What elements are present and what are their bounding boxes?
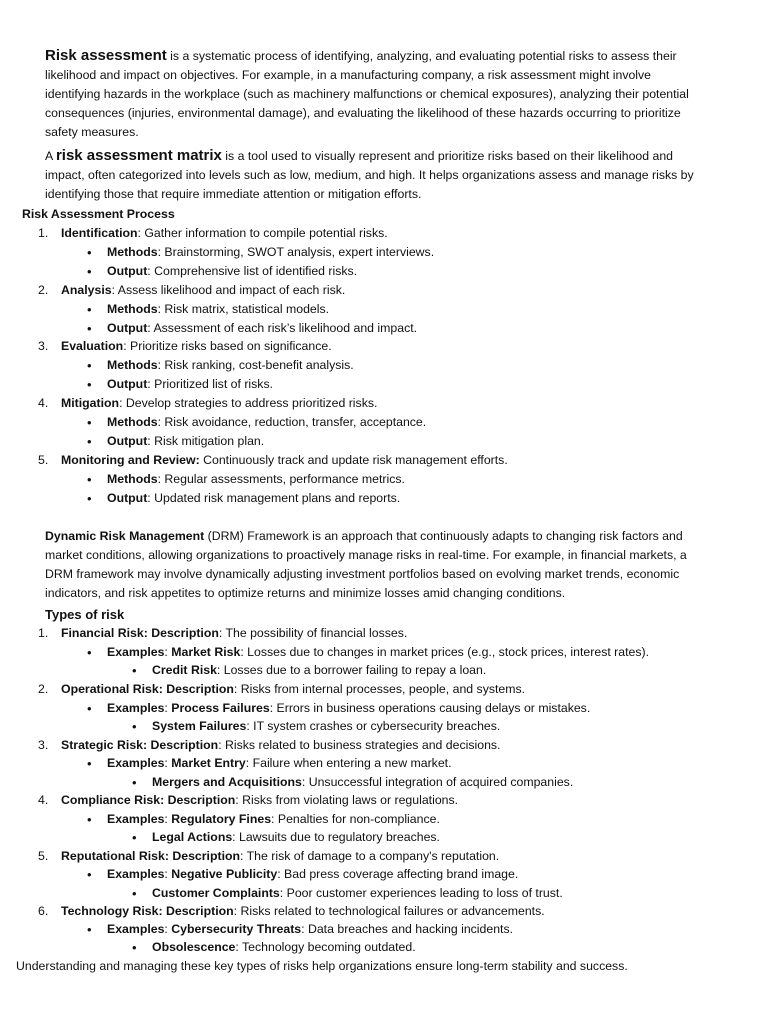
- list-item: Operational Risk: Description: Risks from internal processes, people, and systems.: [61, 682, 526, 696]
- type-number: 6.: [38, 904, 49, 918]
- list-item: [61, 337, 332, 356]
- methods-text: : Risk ranking, cost-benefit analysis.: [157, 358, 354, 372]
- output-label: Output: [107, 377, 148, 391]
- methods-label: Methods: [107, 415, 158, 429]
- output-label: Output: [107, 321, 148, 335]
- list-item: Examples: Process Failures: Errors in business operations causing delays or mistakes.: [107, 701, 591, 715]
- list-item: [152, 828, 440, 847]
- example-label: Mergers and Acquisitions: [152, 775, 302, 789]
- list-item: [61, 281, 345, 300]
- risk-assessment-definition: is a systematic process of identifying, analyzing, and evaluating potential risks to assess their likelihood and impact on objectives. For example, in a manufacturing company, a risk assessment might involve identifying hazards in the workplace (such as machinery malfunctions or chemical exposures), analyzing their potential consequences (injuries, environmental damage), and evaluating the likelihood of these hazards occurring to prioritize safety measures.: [45, 49, 689, 139]
- type-number: 3.: [38, 738, 49, 752]
- description-text: : The risk of damage to a company's reputation.: [240, 849, 500, 863]
- bullet-icon: •: [132, 719, 137, 734]
- list-item: Examples: Negative Publicity: Bad press coverage affecting brand image.: [107, 867, 519, 881]
- example-label: Market Entry: [171, 756, 246, 770]
- step-title: Analysis: [61, 283, 112, 297]
- methods-text: : Risk matrix, statistical models.: [157, 302, 330, 316]
- methods-label: Methods: [107, 302, 158, 316]
- example-text: : Penalties for non-compliance.: [271, 812, 440, 826]
- list-item: Technology Risk: Description: Risks related to technological failures or advancements.: [61, 904, 545, 918]
- conclusion-text: Understanding and managing these key types of risks help organizations ensure long-term stability and success.: [16, 959, 628, 973]
- step-text: : Assess likelihood and impact of each risk.: [111, 283, 346, 297]
- bullet-icon: •: [87, 377, 92, 392]
- step-number: 5.: [38, 453, 49, 467]
- list-item: [107, 489, 400, 508]
- list-item: Examples: Regulatory Fines: Penalties for non-compliance.: [107, 812, 440, 826]
- step-text: : Gather information to compile potential risks.: [137, 226, 388, 240]
- example-text: : Poor customer experiences leading to loss of trust.: [279, 886, 563, 900]
- examples-label: Examples: [107, 645, 165, 659]
- examples-label: Examples: [107, 812, 165, 826]
- list-item: [107, 356, 354, 375]
- bullet-icon: •: [87, 302, 92, 317]
- risk-matrix-definition: is a tool used to visually represent and prioritize risks based on their likelihood and impact, often categorized into levels such as low, medium, and high. It helps organizations assess and manage risks by identifying those that require immediate attention or mitigation efforts.: [45, 149, 694, 201]
- list-item: [152, 717, 500, 736]
- bullet-icon: •: [87, 867, 92, 882]
- output-label: Output: [107, 491, 148, 505]
- type-number: 4.: [38, 793, 49, 807]
- output-text: : Risk mitigation plan.: [147, 434, 265, 448]
- list-item: [152, 884, 563, 903]
- methods-label: Methods: [107, 245, 158, 259]
- bullet-icon: •: [87, 922, 92, 937]
- example-label: Legal Actions: [152, 830, 233, 844]
- description-text: : Risks from internal processes, people, and systems.: [233, 682, 526, 696]
- bullet-icon: •: [87, 245, 92, 260]
- types-heading: Types of risk: [45, 607, 125, 622]
- bullet-icon: •: [87, 756, 92, 771]
- list-item: [107, 262, 357, 281]
- output-text: : Prioritized list of risks.: [147, 377, 274, 391]
- list-item: Financial Risk: Description: The possibility of financial losses.: [61, 626, 408, 640]
- list-item: [61, 451, 508, 470]
- bullet-icon: •: [132, 886, 137, 901]
- example-label: System Failures: [152, 719, 247, 733]
- description-label: Description: [172, 849, 241, 863]
- example-label: Market Risk: [171, 645, 241, 659]
- step-title: Identification: [61, 226, 138, 240]
- methods-label: Methods: [107, 472, 158, 486]
- type-title: Technology Risk: [61, 904, 159, 918]
- bullet-icon: •: [87, 701, 92, 716]
- bullet-icon: •: [87, 645, 92, 660]
- list-item: [152, 661, 486, 680]
- description-text: : The possibility of financial losses.: [218, 626, 408, 640]
- step-number: 4.: [38, 396, 49, 410]
- example-text: : Errors in business operations causing delays or mistakes.: [269, 701, 591, 715]
- example-text: : IT system crashes or cybersecurity breaches.: [246, 719, 501, 733]
- bullet-icon: •: [132, 663, 137, 678]
- output-text: : Comprehensive list of identified risks.: [147, 264, 358, 278]
- type-number: 1.: [38, 626, 49, 640]
- output-label: Output: [107, 264, 148, 278]
- methods-text: : Risk avoidance, reduction, transfer, acceptance.: [157, 415, 427, 429]
- bullet-icon: •: [87, 491, 92, 506]
- risk-assessment-paragraph: [45, 46, 705, 142]
- output-text: : Updated risk management plans and reports.: [147, 491, 401, 505]
- drm-paragraph: [45, 527, 695, 603]
- list-item: [107, 375, 273, 394]
- step-text: Continuously track and update risk management efforts.: [199, 453, 508, 467]
- example-text: : Technology becoming outdated.: [235, 940, 416, 954]
- methods-text: : Brainstorming, SWOT analysis, expert interviews.: [157, 245, 435, 259]
- list-item: [107, 432, 264, 451]
- list-item: Compliance Risk: Description: Risks from violating laws or regulations.: [61, 793, 459, 807]
- example-text: : Losses due to changes in market prices (e.g., stock prices, interest rates).: [240, 645, 650, 659]
- bullet-icon: •: [132, 940, 137, 955]
- example-text: : Lawsuits due to regulatory breaches.: [232, 830, 440, 844]
- list-item: [107, 413, 426, 432]
- drm-term: Dynamic Risk Management: [45, 529, 205, 543]
- example-label: Cybersecurity Threats: [171, 922, 302, 936]
- list-item: [61, 394, 377, 413]
- type-title: Strategic Risk: [61, 738, 144, 752]
- type-title: Compliance Risk: [61, 793, 161, 807]
- examples-label: Examples: [107, 867, 165, 881]
- bullet-icon: •: [87, 358, 92, 373]
- bullet-icon: •: [87, 264, 92, 279]
- description-label: Description: [167, 793, 236, 807]
- step-number: 3.: [38, 339, 49, 353]
- example-label: Regulatory Fines: [171, 812, 272, 826]
- type-title: Financial Risk: [61, 626, 144, 640]
- description-text: : Risks related to technological failures or advancements.: [233, 904, 545, 918]
- type-number: 2.: [38, 682, 49, 696]
- list-item: [107, 300, 329, 319]
- step-title: Mitigation: [61, 396, 120, 410]
- example-text: : Unsuccessful integration of acquired companies.: [301, 775, 574, 789]
- list-item: Examples: Market Entry: Failure when entering a new market.: [107, 756, 452, 770]
- step-title: Monitoring and Review:: [61, 453, 200, 467]
- type-title: Reputational Risk: [61, 849, 165, 863]
- list-item: [107, 243, 434, 262]
- example-text: : Bad press coverage affecting brand image.: [277, 867, 519, 881]
- bullet-icon: •: [87, 472, 92, 487]
- step-title: Evaluation: [61, 339, 124, 353]
- bullet-icon: •: [87, 321, 92, 336]
- step-text: : Develop strategies to address prioritized risks.: [119, 396, 378, 410]
- type-title: Operational Risk: [61, 682, 159, 696]
- description-label: Description: [150, 738, 219, 752]
- process-heading: Risk Assessment Process: [22, 207, 175, 221]
- list-item: Reputational Risk: Description: The risk of damage to a company's reputation.: [61, 849, 500, 863]
- risk-matrix-term: risk assessment matrix: [55, 147, 222, 164]
- risk-matrix-paragraph: [45, 146, 705, 204]
- description-text: : Risks from violating laws or regulations.: [235, 793, 459, 807]
- risk-matrix-prefix: A: [45, 149, 56, 163]
- description-text: : Risks related to business strategies and decisions.: [218, 738, 501, 752]
- drm-definition: (DRM) Framework is an approach that continuously adapts to changing risk factors and market conditions, allowing organizations to proactively manage risks in real-time. For example, in financial markets, a DRM framework may involve dynamically adjusting investment portfolios based on evolving market trends, economic indicators, and risk appetites to optimize returns and minimize losses amid changing conditions.: [45, 529, 687, 600]
- description-label: Description: [151, 626, 219, 640]
- list-item: [152, 773, 573, 792]
- list-item: [61, 224, 388, 243]
- example-label: Credit Risk: [152, 663, 217, 677]
- example-label: Negative Publicity: [171, 867, 278, 881]
- example-label: Process Failures: [171, 701, 270, 715]
- list-item: Examples: Cybersecurity Threats: Data breaches and hacking incidents.: [107, 922, 514, 936]
- output-label: Output: [107, 434, 148, 448]
- bullet-icon: •: [87, 415, 92, 430]
- bullet-icon: •: [87, 434, 92, 449]
- step-number: 2.: [38, 283, 49, 297]
- methods-label: Methods: [107, 358, 158, 372]
- example-text: : Failure when entering a new market.: [245, 756, 452, 770]
- list-item: [107, 319, 417, 338]
- example-label: Customer Complaints: [152, 886, 280, 900]
- examples-label: Examples: [107, 756, 165, 770]
- step-number: 1.: [38, 226, 49, 240]
- example-text: : Losses due to a borrower failing to repay a loan.: [216, 663, 487, 677]
- list-item: Strategic Risk: Description: Risks related to business strategies and decisions.: [61, 738, 501, 752]
- type-number: 5.: [38, 849, 49, 863]
- examples-label: Examples: [107, 701, 165, 715]
- description-label: Description: [166, 682, 234, 696]
- bullet-icon: •: [132, 830, 137, 845]
- bullet-icon: •: [132, 775, 137, 790]
- methods-text: : Regular assessments, performance metrics.: [157, 472, 405, 486]
- examples-label: Examples: [107, 922, 165, 936]
- example-label: Obsolescence: [152, 940, 236, 954]
- description-label: Description: [166, 904, 234, 918]
- risk-assessment-term: Risk assessment: [45, 47, 167, 64]
- list-item: [152, 938, 416, 957]
- list-item: [107, 470, 405, 489]
- list-item: Examples: Market Risk: Losses due to changes in market prices (e.g., stock prices, interest rates).: [107, 645, 650, 659]
- output-text: : Assessment of each risk’s likelihood and impact.: [147, 321, 418, 335]
- step-text: : Prioritize risks based on significance.: [123, 339, 332, 353]
- example-text: : Data breaches and hacking incidents.: [301, 922, 514, 936]
- bullet-icon: •: [87, 812, 92, 827]
